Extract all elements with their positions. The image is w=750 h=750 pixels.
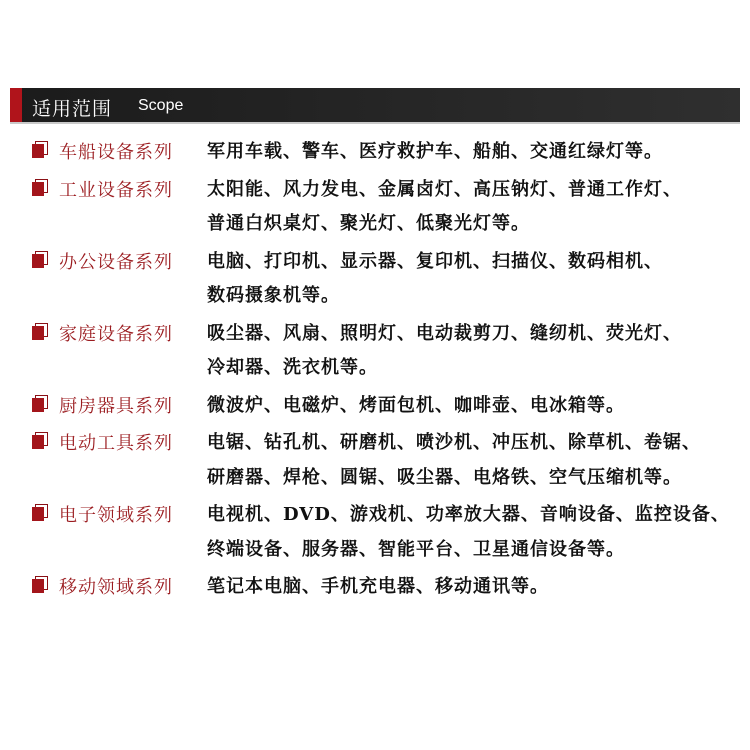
category-description xyxy=(207,498,732,567)
category-description xyxy=(207,426,732,495)
description-line: 电视机、DVD、游戏机、功率放大器、音响设备、监控设备、 xyxy=(207,504,730,525)
description-line: 微波炉、电磁炉、烤面包机、咖啡壶、电冰箱等。 xyxy=(207,394,625,416)
list-item xyxy=(32,317,732,386)
bullet-icon xyxy=(32,254,45,268)
description-line: 吸尘器、风扇、照明灯、电动裁剪刀、缝纫机、荧光灯、 xyxy=(207,322,682,344)
description-line: 数码摄象机等。 xyxy=(207,285,340,306)
scope-list xyxy=(32,135,732,608)
category-label: 工业设备系列 xyxy=(59,179,173,201)
category-label: 办公设备系列 xyxy=(59,251,173,273)
bullet-icon xyxy=(32,182,45,196)
header-subtitle: Scope xyxy=(138,97,184,114)
bullet-icon xyxy=(32,507,45,521)
header-accent-bar xyxy=(10,88,22,122)
category-description xyxy=(207,570,732,605)
list-item xyxy=(32,173,732,242)
description-line: 研磨器、焊枪、圆锯、吸尘器、电烙铁、空气压缩机等。 xyxy=(207,466,682,488)
category-label: 移动领域系列 xyxy=(59,577,173,598)
description-line: 冷却器、洗衣机等。 xyxy=(207,357,378,378)
list-item xyxy=(32,245,732,314)
description-line: 笔记本电脑、手机充电器、移动通讯等。 xyxy=(207,576,549,597)
description-line: 电锯、钻孔机、研磨机、喷沙机、冲压机、除草机、卷锯、 xyxy=(207,432,701,453)
description-line: 终端设备、服务器、智能平台、卫星通信设备等。 xyxy=(207,538,625,560)
category-description xyxy=(207,245,732,314)
category-description xyxy=(207,389,732,424)
category-label: 电动工具系列 xyxy=(59,433,173,454)
bullet-icon xyxy=(32,435,45,449)
list-item xyxy=(32,426,732,495)
category-label: 电子领域系列 xyxy=(59,505,173,526)
bullet-icon xyxy=(32,579,45,593)
bullet-icon xyxy=(32,144,45,158)
category-label: 厨房器具系列 xyxy=(59,395,173,417)
description-line: 电脑、打印机、显示器、复印机、扫描仪、数码相机、 xyxy=(207,250,663,272)
category-description xyxy=(207,135,732,170)
category-description xyxy=(207,317,732,386)
description-line: 军用车载、警车、医疗救护车、船舶、交通红绿灯等。 xyxy=(207,141,663,162)
list-item xyxy=(32,135,732,170)
description-line: 普通白炽桌灯、聚光灯、低聚光灯等。 xyxy=(207,213,530,234)
list-item xyxy=(32,389,732,424)
bullet-icon xyxy=(32,326,45,340)
bullet-icon xyxy=(32,398,45,412)
category-description xyxy=(207,173,732,242)
scope-header xyxy=(10,88,740,124)
description-line: 太阳能、风力发电、金属卤灯、高压钠灯、普通工作灯、 xyxy=(207,178,682,200)
category-label: 车船设备系列 xyxy=(59,142,173,163)
header-title: 适用范围 xyxy=(32,98,113,120)
list-item xyxy=(32,570,732,605)
list-item xyxy=(32,498,732,567)
category-label: 家庭设备系列 xyxy=(59,323,173,345)
